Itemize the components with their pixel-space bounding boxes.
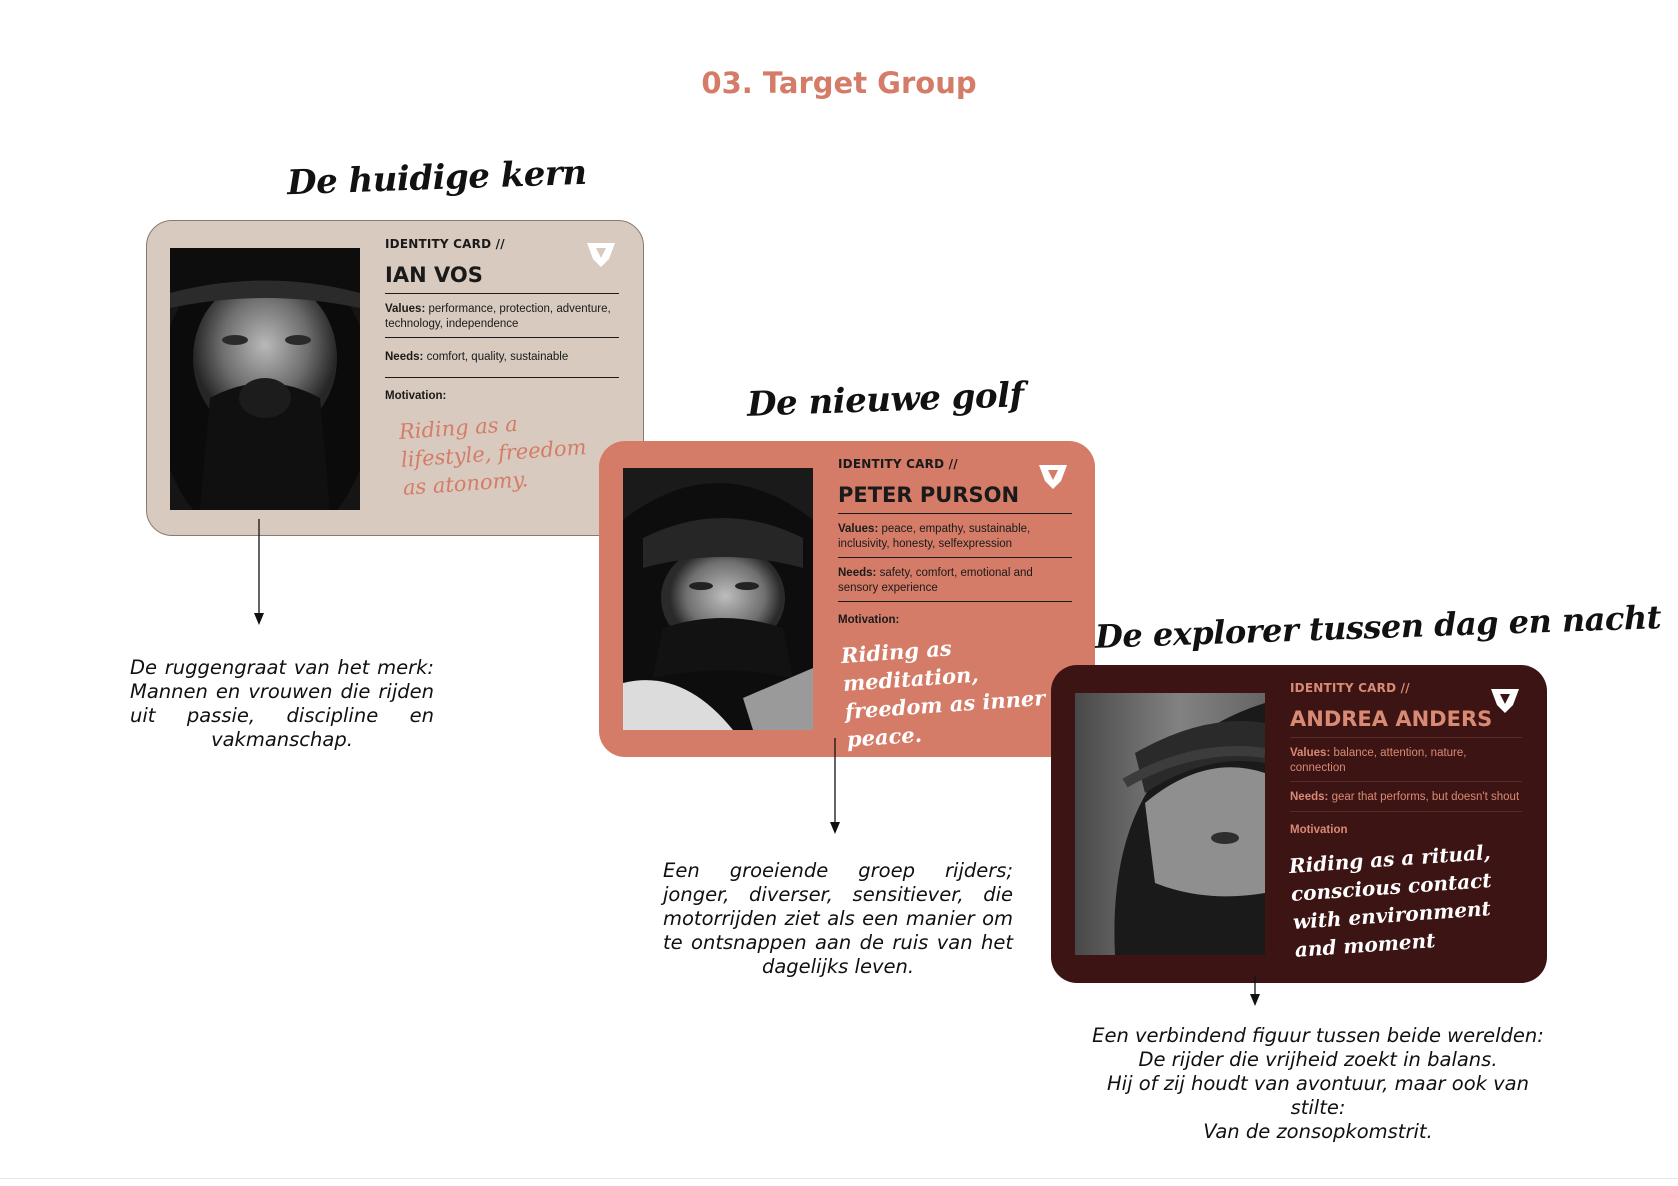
- needs-field: [385, 338, 619, 378]
- footer-divider: [0, 1178, 1678, 1179]
- values-label: Values:: [1290, 747, 1331, 759]
- motivation-label: Motivation: [1290, 823, 1348, 836]
- needs-label: Needs:: [385, 351, 424, 363]
- group-description-new-wave: Een groeiende groep rijders; jonger, diverser, sensitiever, die motorrijden ziet als een manier om te ontsnappen aan de ruis van het dagelijks leven.: [663, 859, 1013, 978]
- person-name: PETER PURSON: [838, 483, 1072, 514]
- motivation-label: Motivation:: [385, 389, 447, 402]
- arrow-down-icon: [829, 738, 841, 834]
- motivation-text: Riding as meditation, freedom as inner peace.: [840, 635, 1047, 752]
- values-label: Values:: [385, 303, 426, 315]
- description-line: Een verbindend figuur tussen beide werelden:: [1092, 1024, 1544, 1047]
- group-heading-current-core: De huidige kern: [286, 152, 588, 204]
- identity-card-label: IDENTITY CARD //: [1290, 681, 1410, 695]
- needs-field: [1290, 782, 1522, 812]
- needs-field: [838, 558, 1072, 602]
- description-line: Van de zonsopkomstrit.: [1203, 1120, 1433, 1143]
- portrait-photo: [1075, 693, 1265, 955]
- needs-text: safety, comfort, emotional and sensory experience: [838, 567, 1033, 594]
- values-field: [385, 294, 619, 338]
- person-name: IAN VOS: [385, 263, 619, 294]
- group-heading-new-wave: De nieuwe golf: [746, 375, 1025, 425]
- values-field: [838, 514, 1072, 558]
- identity-card-label: IDENTITY CARD //: [385, 237, 505, 251]
- values-label: Values:: [838, 523, 879, 535]
- description-line: Hij of zij houdt van avontuur, maar ook van stilte:: [1107, 1072, 1529, 1119]
- group-description-explorer: [1083, 1024, 1553, 1144]
- description-line: De rijder die vrijheid zoekt in balans.: [1138, 1048, 1498, 1071]
- motivation-label: Motivation:: [838, 614, 900, 626]
- group-description-current-core: De ruggengraat van het merk: Mannen en vrouwen die rijden uit passie, discipline en vakmanschap.: [130, 656, 434, 751]
- arrow-down-icon: [253, 519, 265, 625]
- values-text: balance, attention, nature, connection: [1290, 747, 1467, 774]
- needs-text: comfort, quality, sustainable: [426, 351, 569, 363]
- needs-label: Needs:: [1290, 791, 1329, 803]
- identity-card-label: IDENTITY CARD //: [838, 457, 958, 471]
- motivation-text: Riding as a ritual, conscious contact with environment and moment: [1288, 839, 1493, 962]
- portrait-photo: [170, 248, 360, 510]
- identity-card-peter-purson: [599, 441, 1095, 757]
- portrait-photo: [623, 468, 813, 730]
- values-field: [1290, 738, 1522, 782]
- identity-card-andrea-anders: [1051, 665, 1547, 983]
- values-text: peace, empathy, sustainable, inclusivity, honesty, selfexpression: [838, 523, 1031, 550]
- group-heading-explorer: De explorer tussen dag en nacht: [1094, 598, 1662, 656]
- identity-card-ian-vos: [146, 220, 644, 536]
- page-title: 03. Target Group: [701, 66, 977, 100]
- arrow-down-icon: [1249, 976, 1261, 1006]
- person-name: ANDREA ANDERS: [1290, 707, 1522, 738]
- values-text: performance, protection, adventure, technology, independence: [385, 303, 611, 330]
- needs-label: Needs:: [838, 567, 877, 579]
- needs-text: gear that performs, but doesn't shout: [1331, 791, 1520, 803]
- motivation-text: Riding as a lifestyle, freedom as atonomy.: [398, 411, 588, 500]
